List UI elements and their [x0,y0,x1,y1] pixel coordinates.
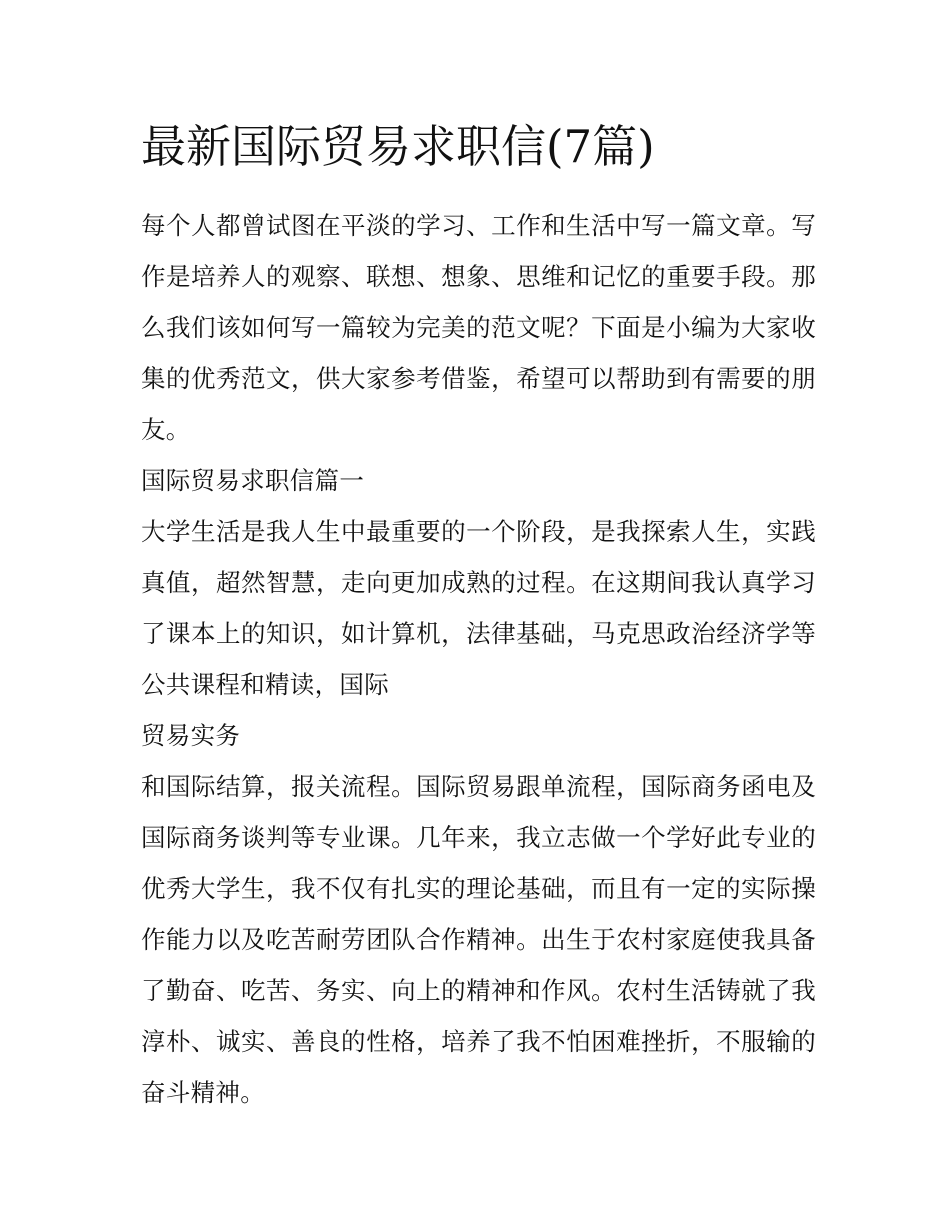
document-title: 最新国际贸易求职信(7篇) [141,120,655,173]
section-heading: 国际贸易求职信篇一 [141,466,365,495]
body-paragraph: 贸易实务 [141,721,241,750]
document-content [141,112,816,1118]
body-paragraph: 大学生活是我人生中最重要的一个阶段，是我探索人生，实践真值，超然智慧，走向更加成熟的过程。在这期间我认真学习了课本上的知识，如计算机，法律基础，马克思政治经济学等公共课程和精读，国际 [141,517,816,699]
body-paragraph: 和国际结算，报关流程。国际贸易跟单流程，国际商务函电及国际商务谈判等专业课。几年来，我立志做一个学好此专业的优秀大学生，我不仅有扎实的理论基础，而且有一定的实际操作能力以及吃苦耐劳团队合作精神。出生于农村家庭使我具备了勤奋、吃苦、务实、向上的精神和作风。农村生活铸就了我淳朴、诚实、善良的性格，培养了我不怕困难挫折，不服输的奋斗精神。 [141,772,816,1107]
intro-paragraph: 每个人都曾试图在平淡的学习、工作和生活中写一篇文章。写作是培养人的观察、联想、想象、思维和记忆的重要手段。那么我们该如何写一篇较为完美的范文呢？下面是小编为大家收集的优秀范文，供大家参考借鉴，希望可以帮助到有需要的朋友。 [141,211,816,444]
